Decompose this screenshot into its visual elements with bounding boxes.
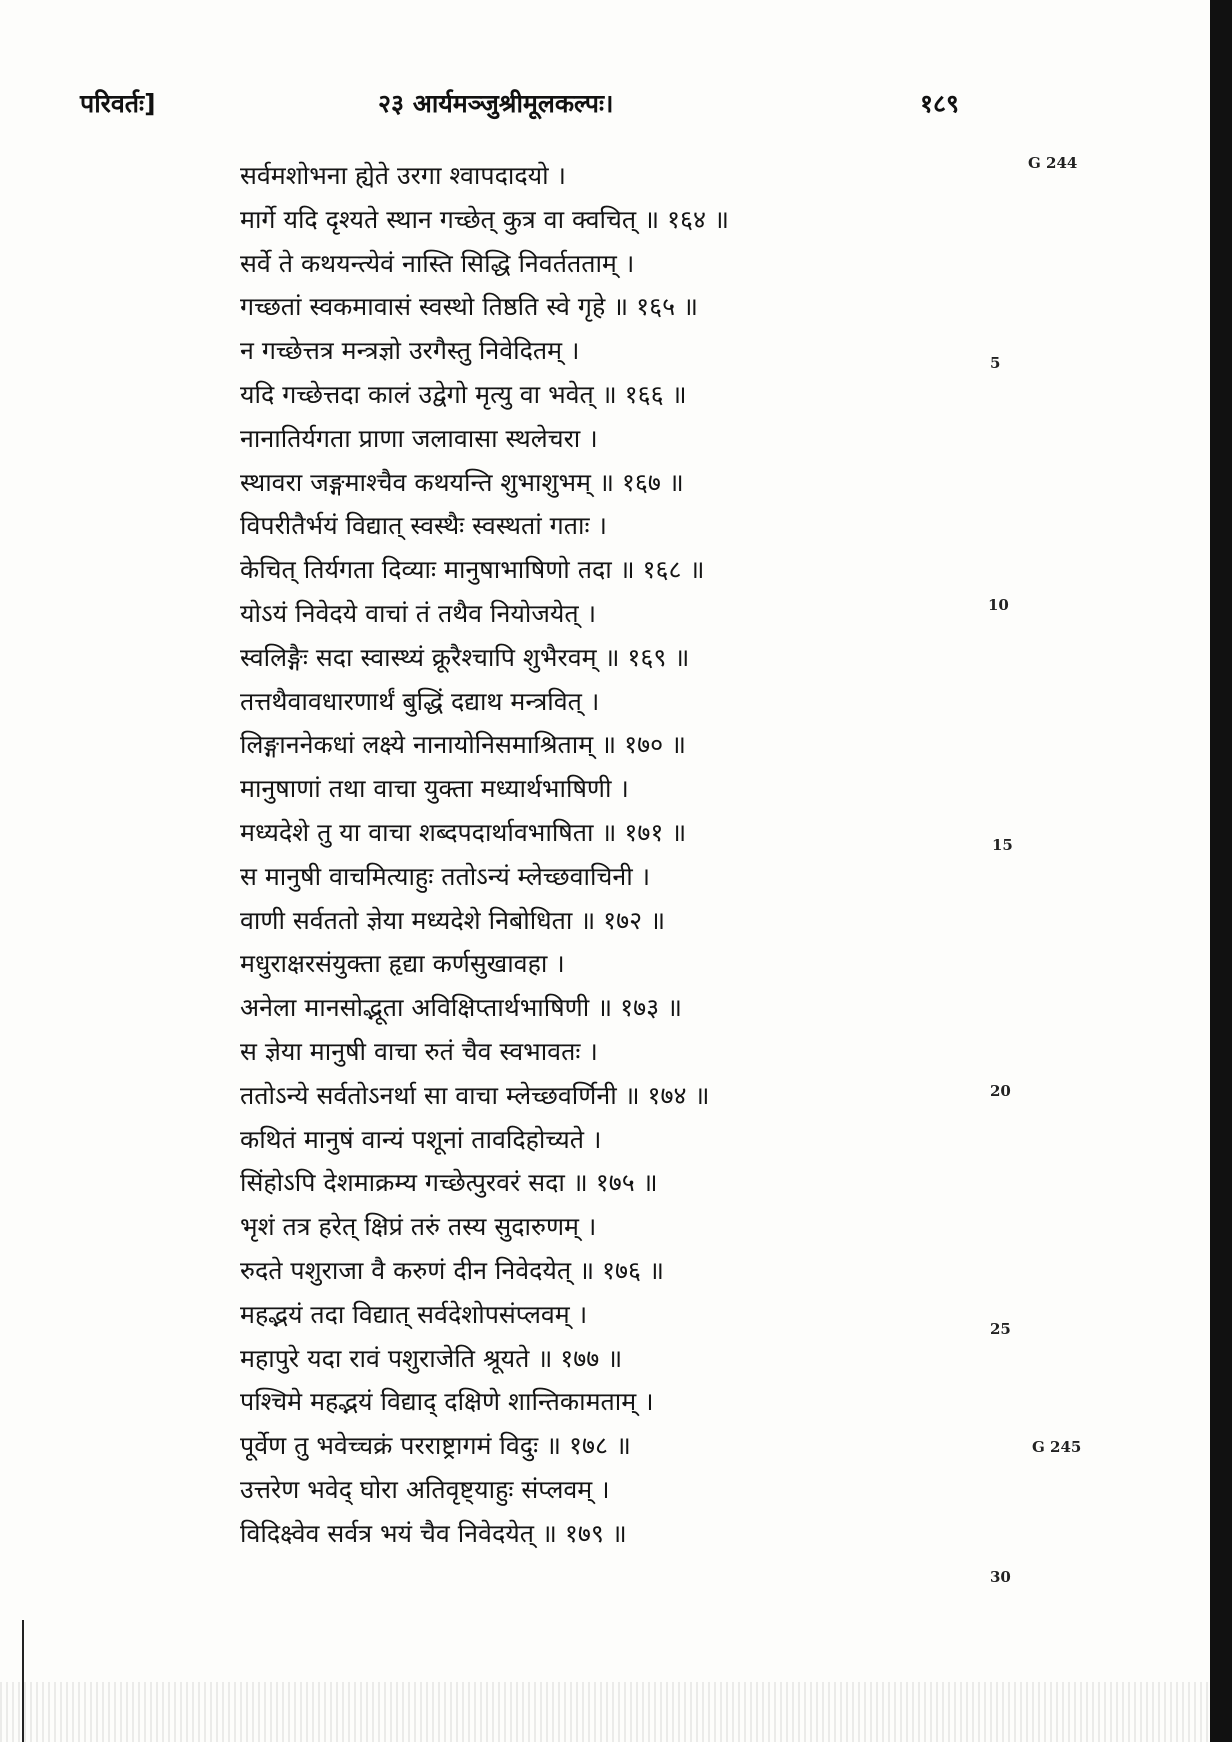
verse-line: केचित् तिर्यगता दिव्याः मानुषाभाषिणो तदा ॥ १६८ ॥	[240, 555, 705, 585]
verse-line: यदि गच्छेत्तदा कालं उद्वेगो मृत्यु वा भवेत् ॥ १६६ ॥	[240, 379, 687, 409]
verse-line: न गच्छेत्तत्र मन्त्रज्ञो उरगैस्तु निवेदितम् ।	[240, 336, 580, 366]
verse-line: सिंहोऽपि देशमाक्रम्य गच्छेत्पुरवरं सदा ॥ १७५ ॥	[240, 1168, 658, 1198]
verse-line: रुदते पशुराजा वै करुणं दीन निवेदयेत् ॥ १७६ ॥	[240, 1255, 664, 1285]
verse-line: विदिक्ष्वेव सर्वत्र भयं चैव निवेदयेत् ॥ १७९ ॥	[240, 1518, 627, 1548]
scan-right-edge	[1210, 0, 1232, 1742]
verse-line: सर्वमशोभना ह्येते उरगा श्वापदादयो ।	[240, 161, 567, 190]
verse-line: गच्छतां स्वकमावासं स्वस्थो तिष्ठति स्वे गृहे ॥ १६५ ॥	[240, 292, 699, 322]
margin-ref-g244: G 244	[1028, 154, 1078, 172]
margin-line-number-15: 15	[992, 836, 1013, 854]
verse-line: महद्भयं तदा विद्यात् सर्वदेशोपसंप्लवम् ।	[240, 1299, 588, 1329]
header-title: २३ आर्यमञ्जुश्रीमूलकल्पः।	[378, 89, 614, 118]
verse-line: कथितं मानुषं वान्यं पशूनां तावदिहोच्यते ।	[240, 1124, 602, 1154]
verse-line: पश्चिमे महद्भयं विद्याद् दक्षिणे शान्तिकामताम् ।	[240, 1387, 654, 1417]
header-section-label: परिवर्तः]	[80, 89, 156, 118]
verse-line: भृशं तत्र हरेत् क्षिप्रं तरुं तस्य सुदारुणम् ।	[240, 1212, 597, 1242]
verse-line: अनेला मानसोद्भूता अविक्षिप्तार्थभाषिणी ॥ १७३ ॥	[240, 993, 683, 1023]
margin-line-number-30: 30	[990, 1568, 1011, 1586]
verse-line: स मानुषी वाचमित्याहुः ततोऽन्यं म्लेच्छवाचिनी ।	[240, 861, 651, 891]
verse-line: योऽयं निवेदये वाचां तं तथैव नियोजयेत् ।	[240, 598, 597, 628]
scan-noise-bottom	[0, 1682, 1210, 1742]
margin-line-number-5: 5	[990, 354, 1001, 372]
verse-line: वाणी सर्वततो ज्ञेया मध्यदेशे निबोधिता ॥ १७२ ॥	[240, 905, 666, 935]
margin-line-number-25: 25	[990, 1320, 1011, 1338]
verse-line: स ज्ञेया मानुषी वाचा रुतं चैव स्वभावतः ।	[240, 1036, 598, 1066]
verse-line: स्वलिङ्गैः सदा स्वास्थ्यं क्रूरैश्चापि शुभैरवम् ॥ १६९ ॥	[240, 642, 690, 672]
verse-line: मार्गे यदि दृश्यते स्थान गच्छेत् कुत्र वा क्वचित् ॥ १६४ ॥	[240, 204, 729, 234]
verse-line: मधुराक्षरसंयुक्ता हृद्या कर्णसुखावहा ।	[240, 949, 565, 979]
verse-line: नानातिर्यगता प्राणा जलावासा स्थलेचरा ।	[240, 423, 598, 453]
verse-line: महापुरे यदा रावं पशुराजेति श्रूयते ॥ १७७ ॥	[240, 1343, 623, 1373]
verse-line: विपरीतैर्भयं विद्यात् स्वस्थैः स्वस्थतां गताः ।	[240, 511, 607, 541]
verse-line: पूर्वेण तु भवेच्चक्रं परराष्ट्रागमं विदुः ॥ १७८ ॥	[240, 1431, 631, 1461]
header-page-number: १८९	[920, 89, 960, 118]
verse-line: मानुषाणां तथा वाचा युक्ता मध्यार्थभाषिणी ।	[240, 774, 629, 804]
verse-line: लिङ्गाननेकधां लक्ष्ये नानायोनिसमाश्रिताम् ॥ १७० ॥	[240, 730, 686, 760]
page-header	[0, 86, 1232, 126]
verse-line: ततोऽन्ये सर्वतोऽनर्था सा वाचा म्लेच्छवर्णिनी ॥ १७४ ॥	[240, 1080, 710, 1110]
verse-line: स्थावरा जङ्गमाश्चैव कथयन्ति शुभाशुभम् ॥ १६७ ॥	[240, 467, 684, 497]
margin-ref-g245: G 245	[1032, 1438, 1082, 1456]
verse-text	[240, 154, 1000, 1556]
verse-line: तत्तथैवावधारणार्थं बुद्धिं दद्याथ मन्त्रवित् ।	[240, 686, 600, 716]
margin-line-number-20: 20	[990, 1082, 1011, 1100]
verse-line: सर्वे ते कथयन्त्येवं नास्ति सिद्धि निवर्ततताम् ।	[240, 248, 635, 278]
verse-line: उत्तरेण भवेद् घोरा अतिवृष्ट्याहुः संप्लवम् ।	[240, 1474, 610, 1504]
verse-line: मध्यदेशे तु या वाचा शब्दपदार्थावभाषिता ॥ १७१ ॥	[240, 817, 687, 847]
margin-line-number-10: 10	[988, 596, 1009, 614]
